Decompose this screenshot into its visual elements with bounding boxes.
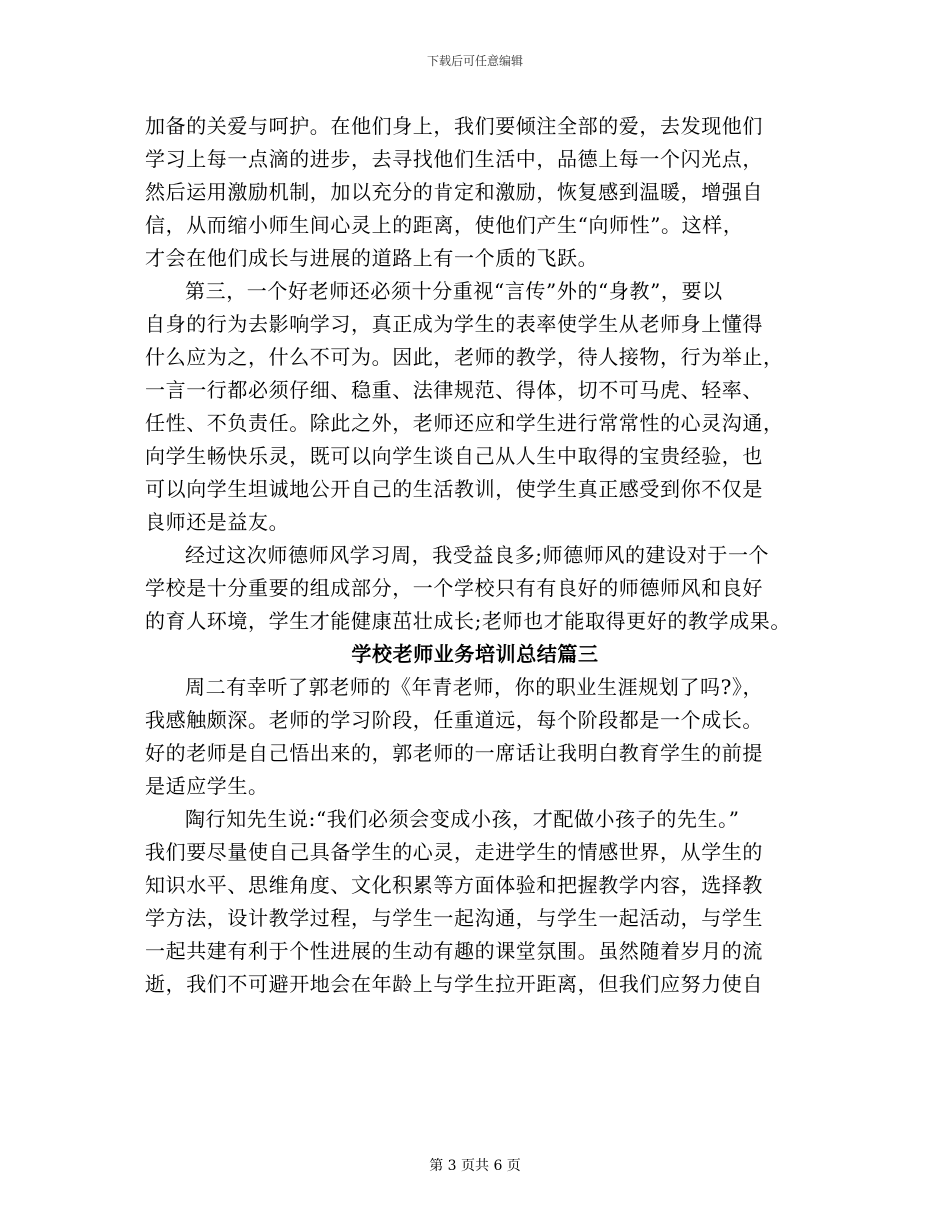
page-header: 下载后可任意编辑 [426,54,523,68]
text-line: 周二有幸听了郭老师的《年青老师，你的职业生涯规划了吗?》， [185,675,764,699]
text-line: 可以向学生坦诚地公开自己的生活教训，使学生真正感受到你不仅是 [145,477,763,501]
text-line: 学校是十分重要的组成部分，一个学校只有有良好的师德师风和良好 [145,576,763,600]
text-line: 逝，我们不可避开地会在年龄上与学生拉开距离，但我们应努力使自 [145,972,763,996]
text-line: 好的老师是自己悟出来的，郭老师的一席话让我明白教育学生的前提 [145,741,763,765]
paragraph-5 [145,803,805,1001]
text-line: 自身的行为去影响学习，真正成为学生的表率使学生从老师身上懂得 [145,312,763,336]
text-line: 加备的关爱与呵护。在他们身上，我们要倾注全部的爱，去发现他们 [145,114,763,138]
text-line: 陶行知先生说:“我们必须会变成小孩，才配做小孩子的先生。” [185,807,740,831]
text-line: 知识水平、思维角度、文化积累等方面体验和把握教学内容，选择教 [145,873,763,897]
text-line: 才会在他们成长与进展的道路上有一个质的飞跃。 [145,246,599,270]
text-line: 我感触颇深。老师的学习阶段，任重道远，每个阶段都是一个成长。 [145,708,763,732]
text-line: 良师还是益友。 [145,510,290,534]
paragraph-2 [145,275,805,539]
document-body [145,110,805,1001]
text-line: 第三，一个好老师还必须十分重视“言传”外的“身教”，要以 [185,279,723,303]
text-line: 我们要尽量使自己具备学生的心灵，走进学生的情感世界，从学生的 [145,840,763,864]
text-line: 任性、不负责任。除此之外，老师还应和学生进行常常性的心灵沟通， [145,411,784,435]
text-line: 什么应为之，什么不可为。因此，老师的教学，待人接物，行为举止， [145,345,784,369]
paragraph-3 [145,539,805,638]
section-heading: 学校老师业务培训总结篇三 [351,642,599,666]
text-line: 一言一行都必须仔细、稳重、法律规范、得体，切不可马虎、轻率、 [145,378,763,402]
text-line: 学习上每一点滴的进步，去寻找他们生活中，品德上每一个闪光点， [145,147,763,171]
text-line: 向学生畅快乐灵，既可以向学生谈自己从人生中取得的宝贵经验，也 [145,444,763,468]
text-line: 的育人环境，学生才能健康茁壮成长;老师也才能取得更好的教学成果。 [145,609,791,633]
text-line: 然后运用激励机制，加以充分的肯定和激励，恢复感到温暖，增强自 [145,180,763,204]
text-line: 经过这次师德师风学习周，我受益良多;师德师风的建设对于一个 [185,543,770,567]
text-line: 是适应学生。 [145,774,269,798]
text-line: 一起共建有利于个性进展的生动有趣的课堂氛围。虽然随着岁月的流 [145,939,763,963]
text-line: 信，从而缩小师生间心灵上的距离，使他们产生“向师性”。这样， [145,213,744,237]
text-line: 学方法，设计教学过程，与学生一起沟通，与学生一起活动，与学生 [145,906,763,930]
paragraph-4 [145,671,805,803]
paragraph-1 [145,110,805,275]
page-number-footer: 第 3 页共 6 页 [429,1158,521,1174]
